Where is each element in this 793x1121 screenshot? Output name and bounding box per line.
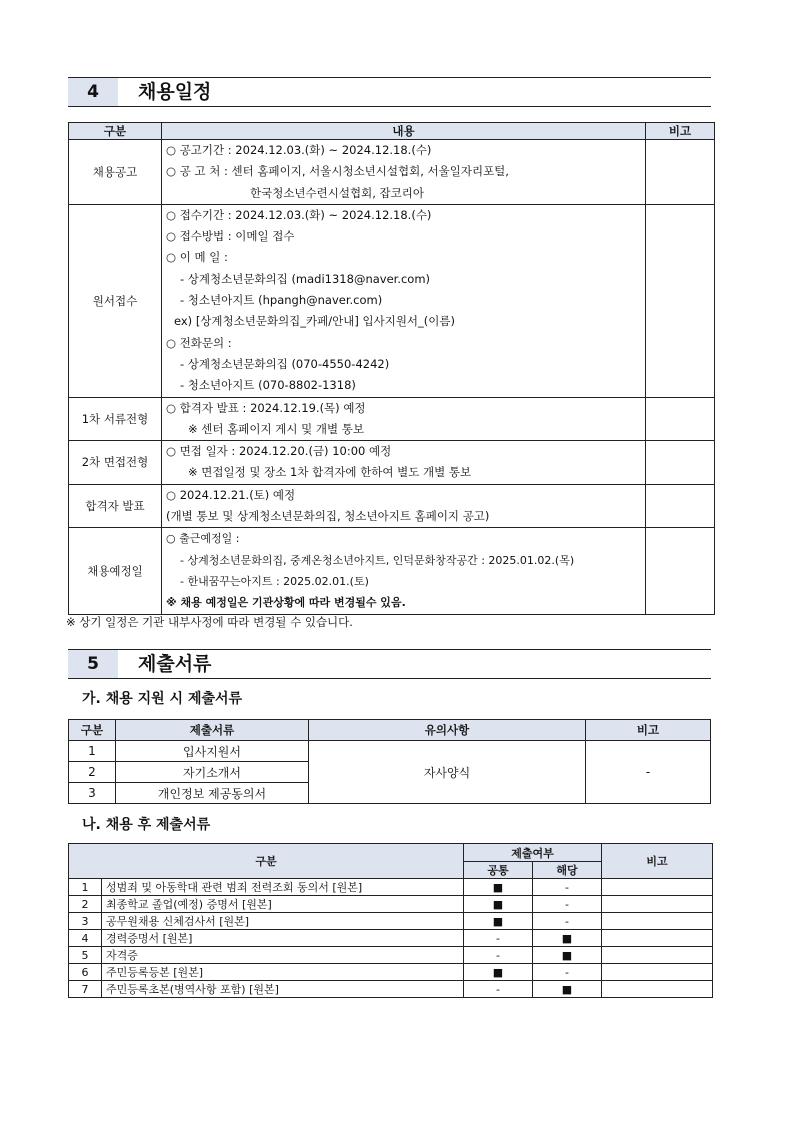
notes-cell: 자사양식	[309, 741, 586, 804]
content-line: ex) [상계청소년문화의집_카페/안내] 입사지원서_(이름)	[174, 314, 455, 329]
row-common-mark: ■	[464, 913, 533, 930]
row-common-mark: ■	[464, 896, 533, 913]
row-common-mark: -	[464, 981, 533, 998]
content-line: ※ 센터 홈페이지 게시 및 개별 통보	[188, 421, 364, 436]
remark-cell: -	[586, 741, 711, 804]
table-row	[69, 397, 715, 441]
table-row	[69, 528, 715, 614]
row-label: 합격자 발표	[69, 484, 162, 528]
section-number: 4	[68, 78, 118, 106]
header-category: 구분	[69, 844, 464, 879]
section-4-header	[68, 77, 711, 107]
table-row	[69, 441, 715, 485]
row-common-mark: -	[464, 930, 533, 947]
application-docs-table	[68, 719, 711, 804]
content-line: ※ 채용 예정일은 기관상황에 따라 변경될수 있음.	[166, 596, 406, 610]
table-row	[69, 981, 713, 998]
schedule-note: ※ 상기 일정은 기관 내부사정에 따라 변경될 수 있습니다.	[66, 615, 353, 629]
row-remark	[602, 981, 713, 998]
row-remark	[646, 397, 715, 441]
content-line: - 청소년아지트 (hpangh@naver.com)	[180, 293, 383, 308]
header-remark: 비고	[602, 844, 713, 879]
row-document: 성범죄 및 아동학대 관련 범죄 전력조회 동의서 [원본]	[102, 879, 464, 896]
row-document: 개인정보 제공동의서	[116, 783, 309, 804]
row-remark	[646, 528, 715, 614]
table-row	[69, 913, 713, 930]
header-document: 제출서류	[116, 720, 309, 741]
content-line: ○ 공 고 처 : 센터 홈페이지, 서울시청소년시설협회, 서울일자리포털,	[166, 164, 509, 179]
row-number: 1	[69, 741, 116, 762]
row-applicable-mark: -	[533, 964, 602, 981]
content-line: ○ 합격자 발표 : 2024.12.19.(목) 예정	[166, 400, 366, 415]
row-number: 6	[69, 964, 102, 981]
row-document: 입사지원서	[116, 741, 309, 762]
row-document: 주민등록등본 [원본]	[102, 964, 464, 981]
header-category: 구분	[69, 720, 116, 741]
header-category: 구분	[69, 123, 162, 140]
row-remark	[646, 204, 715, 397]
content-line: ○ 전화문의 :	[166, 335, 232, 350]
row-number: 2	[69, 896, 102, 913]
row-content	[162, 484, 646, 528]
content-line: ○ 공고기간 : 2024.12.03.(화) ~ 2024.12.18.(수)	[166, 143, 432, 157]
row-document: 자격증	[102, 947, 464, 964]
content-line: 한국청소년수련시설협회, 잡코리아	[250, 185, 424, 200]
subheading-application-docs: 가. 채용 지원 시 제출서류	[82, 691, 243, 707]
row-applicable-mark: ■	[533, 981, 602, 998]
row-content	[162, 204, 646, 397]
row-content	[162, 140, 646, 205]
table-row	[69, 964, 713, 981]
row-applicable-mark: -	[533, 913, 602, 930]
table-row	[69, 741, 711, 762]
row-content	[162, 441, 646, 485]
row-number: 2	[69, 762, 116, 783]
row-document: 자기소개서	[116, 762, 309, 783]
content-line: - 상계청소년문화의집 (070-4550-4242)	[180, 356, 390, 371]
table-row	[69, 879, 713, 896]
row-label: 채용공고	[69, 140, 162, 205]
table-row	[69, 947, 713, 964]
content-line: ○ 접수기간 : 2024.12.03.(화) ~ 2024.12.18.(수)	[166, 207, 432, 222]
row-number: 1	[69, 879, 102, 896]
row-remark	[602, 964, 713, 981]
header-remark: 비고	[646, 123, 715, 140]
table-row	[69, 930, 713, 947]
section-number: 5	[68, 650, 118, 678]
section-5-header	[68, 649, 711, 679]
row-remark	[646, 140, 715, 205]
row-content	[162, 528, 646, 614]
row-applicable-mark: ■	[533, 947, 602, 964]
header-applicable: 해당	[533, 862, 602, 879]
header-common: 공통	[464, 862, 533, 879]
table-row	[69, 896, 713, 913]
row-number: 3	[69, 913, 102, 930]
row-number: 7	[69, 981, 102, 998]
row-applicable-mark: -	[533, 896, 602, 913]
row-common-mark: ■	[464, 964, 533, 981]
row-document: 주민등록초본(병역사항 포함) [원본]	[102, 981, 464, 998]
row-number: 3	[69, 783, 116, 804]
post-hire-docs-table	[68, 843, 713, 998]
row-label: 원서접수	[69, 204, 162, 397]
row-common-mark: ■	[464, 879, 533, 896]
content-line: - 상계청소년문화의집 (madi1318@naver.com)	[180, 271, 431, 286]
header-notes: 유의사항	[309, 720, 586, 741]
table-row	[69, 204, 715, 397]
row-common-mark: -	[464, 947, 533, 964]
row-label: 2차 면접전형	[69, 441, 162, 485]
header-remark: 비고	[586, 720, 711, 741]
content-line: (개별 통보 및 상계청소년문화의집, 청소년아지트 홈페이지 공고)	[166, 509, 490, 524]
content-line: ○ 2024.12.21.(토) 예정	[166, 487, 296, 502]
row-label: 1차 서류전형	[69, 397, 162, 441]
row-remark	[602, 879, 713, 896]
row-number: 5	[69, 947, 102, 964]
row-document: 경력증명서 [원본]	[102, 930, 464, 947]
section-title: 채용일정	[138, 81, 212, 103]
schedule-table	[68, 122, 715, 615]
content-line: ○ 면접 일자 : 2024.12.20.(금) 10:00 예정	[166, 444, 392, 459]
content-line: - 청소년아지트 (070-8802-1318)	[180, 378, 356, 393]
row-remark	[602, 930, 713, 947]
row-remark	[646, 484, 715, 528]
row-remark	[602, 913, 713, 930]
section-title: 제출서류	[138, 653, 212, 675]
subheading-post-hire-docs: 나. 채용 후 제출서류	[82, 817, 211, 833]
header-submission-group: 제출여부	[464, 844, 602, 862]
row-document: 공무원채용 신체검사서 [원본]	[102, 913, 464, 930]
content-line: ※ 면접일정 및 장소 1차 합격자에 한하여 별도 개별 통보	[188, 465, 472, 480]
table-row	[69, 484, 715, 528]
row-label: 채용예정일	[69, 528, 162, 614]
row-applicable-mark: ■	[533, 930, 602, 947]
row-document: 최종학교 졸업(예정) 증명서 [원본]	[102, 896, 464, 913]
row-content	[162, 397, 646, 441]
content-line: ○ 이 메 일 :	[166, 250, 228, 265]
row-applicable-mark: -	[533, 879, 602, 896]
content-line: - 한내꿈꾸는아지트 : 2025.02.01.(토)	[180, 574, 369, 588]
row-remark	[602, 896, 713, 913]
row-number: 4	[69, 930, 102, 947]
content-line: ○ 접수방법 : 이메일 접수	[166, 229, 295, 244]
row-remark	[602, 947, 713, 964]
table-row	[69, 140, 715, 205]
header-content: 내용	[162, 123, 646, 140]
content-line: - 상계청소년문화의집, 중계온청소년아지트, 인덕문화창작공간 : 2025.01.02.(목)	[180, 553, 575, 567]
row-remark	[646, 441, 715, 485]
content-line: ○ 출근예정일 :	[166, 532, 240, 546]
